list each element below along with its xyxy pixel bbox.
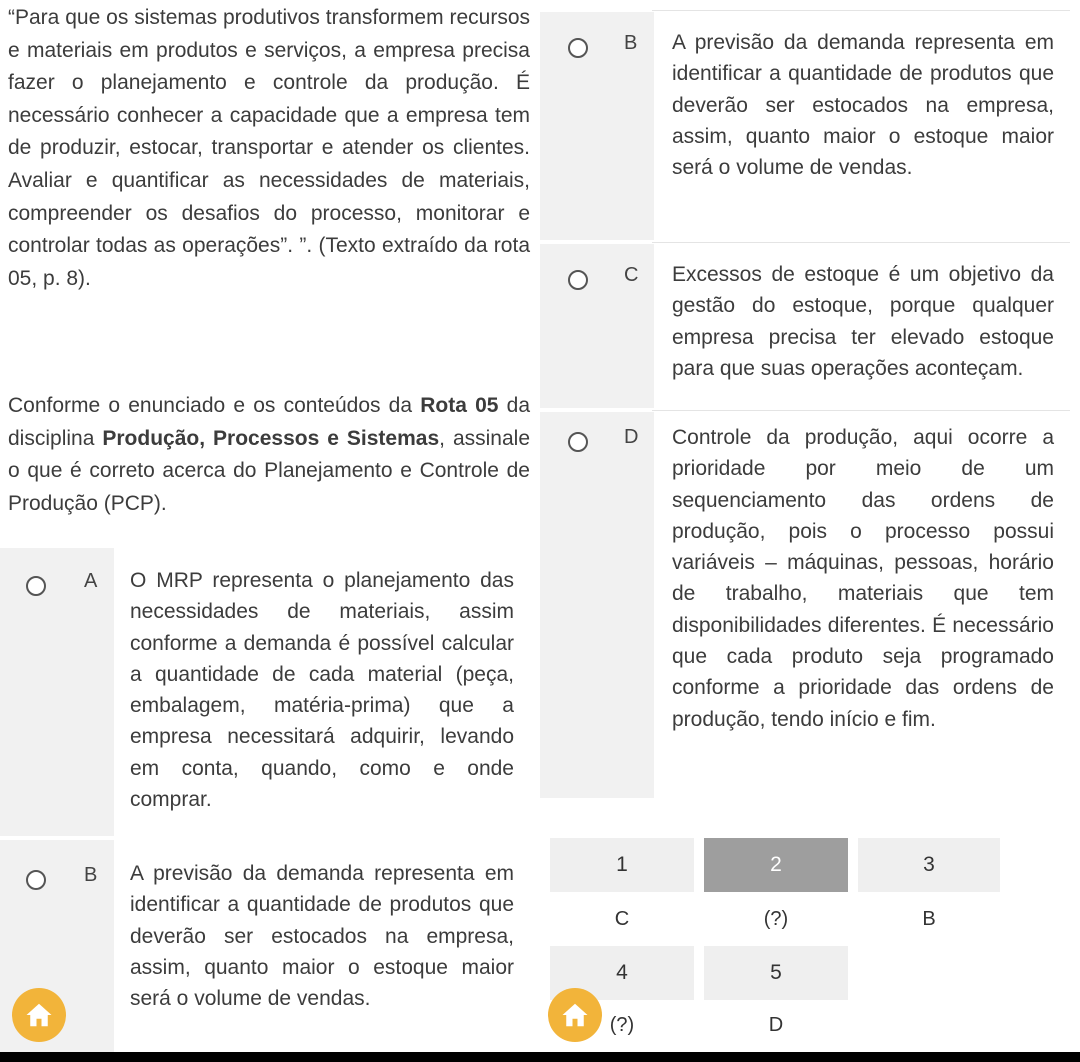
nav-question-3[interactable] — [858, 838, 1000, 892]
option-c[interactable] — [540, 244, 1070, 408]
nav-answer-1: C — [614, 908, 630, 930]
radio-icon[interactable] — [26, 870, 46, 890]
home-button[interactable] — [548, 988, 602, 1042]
nav-answer-3: B — [922, 908, 936, 930]
option-b-text: A previsão da demanda representa em identificar a quantidade de produtos que deverão ser estocados na empresa, assim, quanto maior o estoque maior será o volume de vendas. — [672, 27, 1054, 183]
nav-number: 5 — [770, 961, 782, 984]
option-d-text: Controle da produção, aqui ocorre a prioridade por meio de um sequenciamento das ordens de produção, pois o processo possui variáveis – máquinas, pessoas, horário de trabalho, materiais que tem disponibilidades diferentes. É necessário que cada produto seja programado conforme a prioridade das ordens de produção, tendo início e fim. — [672, 422, 1054, 735]
option-b-left[interactable] — [0, 840, 530, 1062]
question-prompt — [8, 390, 530, 520]
option-d[interactable] — [540, 412, 1070, 798]
question-intro: “Para que os sistemas produtivos transformem recursos e materiais em produtos e serviços, a empresa precisa fazer o planejamento e controle da produção. É necessário conhecer a capacidade que a empresa tem de produzir, estocar, transportar e atender os clientes. Avaliar e quantificar as necessidades de materiais, compreender os desafios do processo, monitorar e controlar todas as operações”. ”. (Texto extraído da rota 05, p. 8). — [8, 6, 530, 290]
radio-icon[interactable] — [568, 432, 588, 452]
option-a-letter: A — [84, 570, 98, 592]
right-panel — [540, 0, 1080, 1062]
bottom-bar — [0, 1052, 1080, 1062]
nav-number: 2 — [770, 853, 782, 876]
option-a[interactable] — [0, 548, 530, 836]
nav-answer-5: D — [768, 1014, 784, 1036]
home-icon — [560, 1000, 590, 1030]
option-b-letter: B — [624, 32, 638, 54]
divider — [652, 242, 1070, 243]
nav-question-2[interactable] — [704, 838, 848, 892]
prompt-text-1: Conforme o enunciado e os conteúdos da — [8, 394, 421, 417]
nav-answer-2: (?) — [763, 908, 789, 930]
nav-number: 4 — [616, 961, 628, 984]
option-b[interactable] — [540, 12, 1070, 240]
option-c-letter: C — [624, 264, 639, 286]
nav-number: 1 — [616, 853, 628, 876]
radio-icon[interactable] — [26, 576, 46, 596]
nav-number: 3 — [923, 853, 935, 876]
divider — [652, 410, 1070, 411]
nav-question-1[interactable] — [550, 838, 694, 892]
prompt-bold-rota: Rota 05 — [420, 394, 499, 417]
prompt-text-3: , assinale o que é correto acerca do Planejamento e Controle de Produção (PCP). — [8, 426, 531, 515]
prompt-bold-discipline: Produção, Processos e Sistemas — [102, 426, 440, 450]
option-b-letter: B — [84, 864, 98, 886]
divider — [652, 10, 1070, 11]
radio-icon[interactable] — [568, 270, 588, 290]
radio-icon[interactable] — [568, 38, 588, 58]
nav-question-5[interactable] — [704, 946, 848, 1000]
option-d-marker-area — [540, 412, 654, 798]
option-b-text: A previsão da demanda representa em identificar a quantidade de produtos que deverão ser estocados na empresa, assim, quanto maior o estoque maior será o volume de vendas. — [130, 858, 514, 1014]
home-icon — [24, 1000, 54, 1030]
option-a-text: O MRP representa o planejamento das necessidades de materiais, assim conforme a demanda é possível calcular a quantidade de cada material (peça, embalagem, matéria-prima) que a empresa necessitará adquirir, levando em conta, quando, como e onde comprar. — [130, 565, 514, 815]
prompt-text-2: da disciplina — [8, 394, 530, 450]
option-c-text: Excessos de estoque é um objetivo da gestão do estoque, porque qualquer empresa precisa ter elevado estoque para que suas operações aconteçam. — [672, 259, 1054, 384]
nav-answer-4: (?) — [609, 1014, 635, 1036]
home-button[interactable] — [12, 988, 66, 1042]
option-d-letter: D — [624, 426, 639, 448]
